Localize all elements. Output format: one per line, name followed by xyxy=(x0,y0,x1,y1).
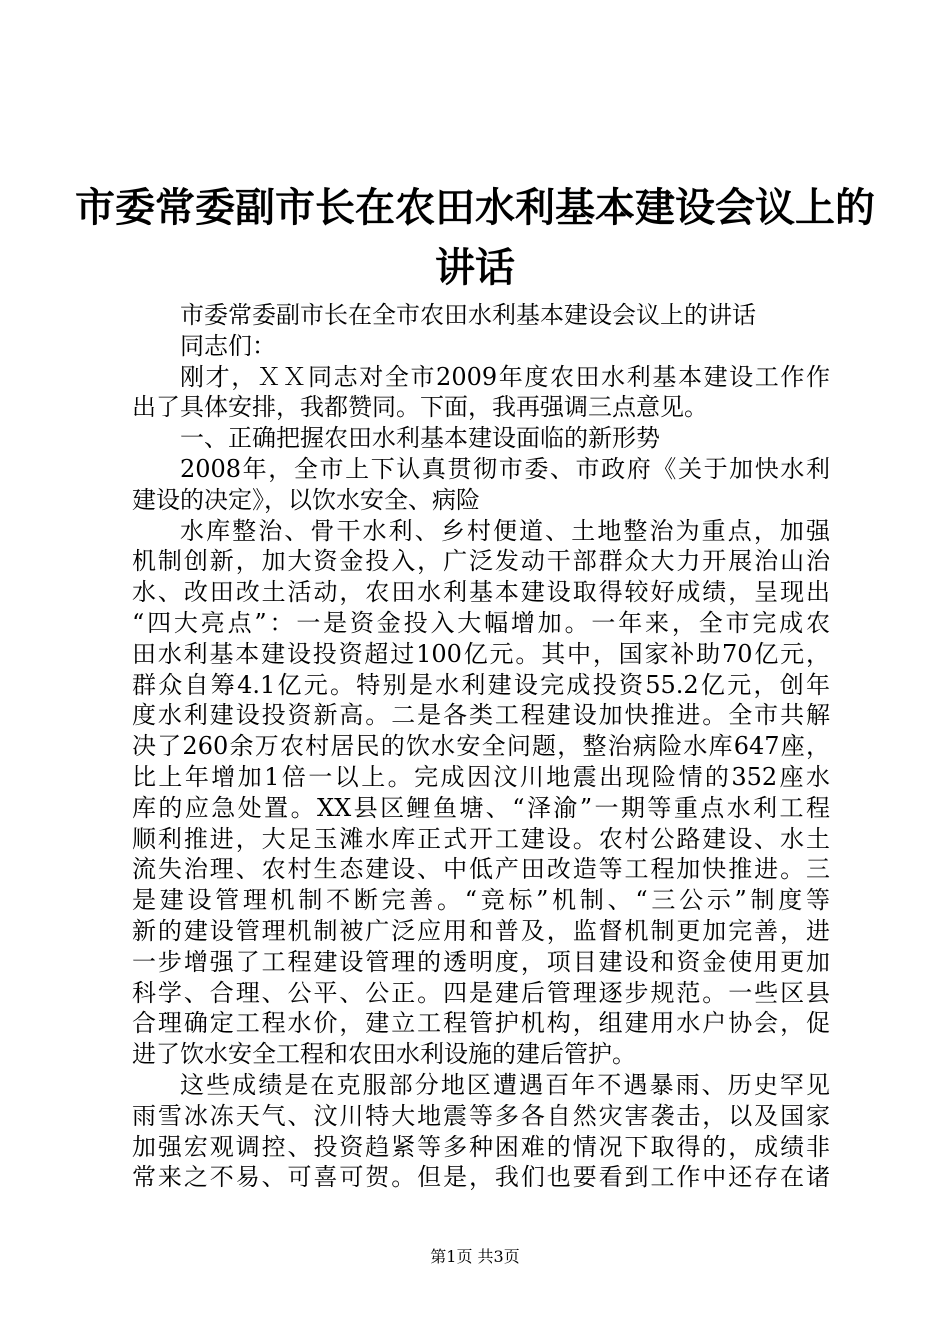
body-line: 出了具体安排，我都赞同。下面，我再强调三点意见。 xyxy=(132,393,708,422)
body-line: “四大亮点”：一是资金投入大幅增加。一年来，全市完成农 xyxy=(132,609,830,637)
body-line: 群众自筹4.1亿元。特别是水利建设完成投资55.2亿元，创年 xyxy=(132,670,830,699)
body-line: 常来之不易、可喜可贺。但是，我们也要看到工作中还存在诸 xyxy=(132,1163,830,1192)
body-line: 是建设管理机制不断完善。“竞标”机制、“三公示”制度等 xyxy=(132,886,830,915)
document-title-line-2: 讲话 xyxy=(435,245,515,291)
document-title-line-1: 市委常委副市长在农田水利基本建设会议上的 xyxy=(75,185,875,231)
body-line: 同志们： xyxy=(180,331,276,360)
body-line: 刚才，ＸＸ同志对全市2009年度农田水利基本建设工作作 xyxy=(180,362,830,391)
body-line: 这些成绩是在克服部分地区遭遇百年不遇暴雨、历史罕见 xyxy=(180,1071,830,1099)
body-line: 进了饮水安全工程和农田水利设施的建后管护。 xyxy=(132,1040,636,1069)
body-line: 库的应急处置。XX县区鲤鱼塘、“泽渝”一期等重点水利工程 xyxy=(132,793,830,822)
body-line: 新的建设管理机制被广泛应用和普及，监督机制更加完善，进 xyxy=(132,917,830,945)
body-line: 顺利推进，大足玉滩水库正式开工建设。农村公路建设、水土 xyxy=(132,824,830,853)
body-line: 田水利基本建设投资超过100亿元。其中，国家补助70亿元， xyxy=(132,639,830,668)
body-line: 2008年，全市上下认真贯彻市委、市政府《关于加快水利 xyxy=(180,455,830,483)
body-line: 合理确定工程水价，建立工程管护机构，组建用水户协会，促 xyxy=(132,1009,830,1038)
body-line: 雨雪冰冻天气、汶川特大地震等多各自然灾害袭击，以及国家 xyxy=(132,1101,830,1130)
body-line: 市委常委副市长在全市农田水利基本建设会议上的讲话 xyxy=(180,301,756,329)
page-footer: 第1页 共3页 xyxy=(430,1247,520,1266)
body-line: 度水利建设投资新高。二是各类工程建设加快推进。全市共解 xyxy=(132,701,830,730)
body-line: 加强宏观调控、投资趋紧等多种困难的情况下取得的，成绩非 xyxy=(132,1132,830,1161)
body-line: 建设的决定》，以饮水安全、病险 xyxy=(132,485,480,514)
body-line: 水库整治、骨干水利、乡村便道、土地整治为重点，加强 xyxy=(180,516,830,545)
body-line: 决了260余万农村居民的饮水安全问题，整治病险水库647座， xyxy=(132,732,830,761)
body-line: 流失治理、农村生态建设、中低产田改造等工程加快推进。三 xyxy=(132,855,830,884)
body-line: 水、改田改土活动，农田水利基本建设取得较好成绩，呈现出 xyxy=(132,578,830,607)
body-line: 比上年增加1倍一以上。完成因汶川地震出现险情的352座水 xyxy=(132,763,830,791)
body-line: 机制创新，加大资金投入，广泛发动干部群众大力开展治山治 xyxy=(132,547,830,576)
body-line: 一步增强了工程建设管理的透明度，项目建设和资金使用更加 xyxy=(132,947,830,976)
body-line: 科学、合理、公平、公正。四是建后管理逐步规范。一些区县 xyxy=(132,978,830,1007)
body-line: 一、正确把握农田水利基本建设面临的新形势 xyxy=(180,424,660,453)
